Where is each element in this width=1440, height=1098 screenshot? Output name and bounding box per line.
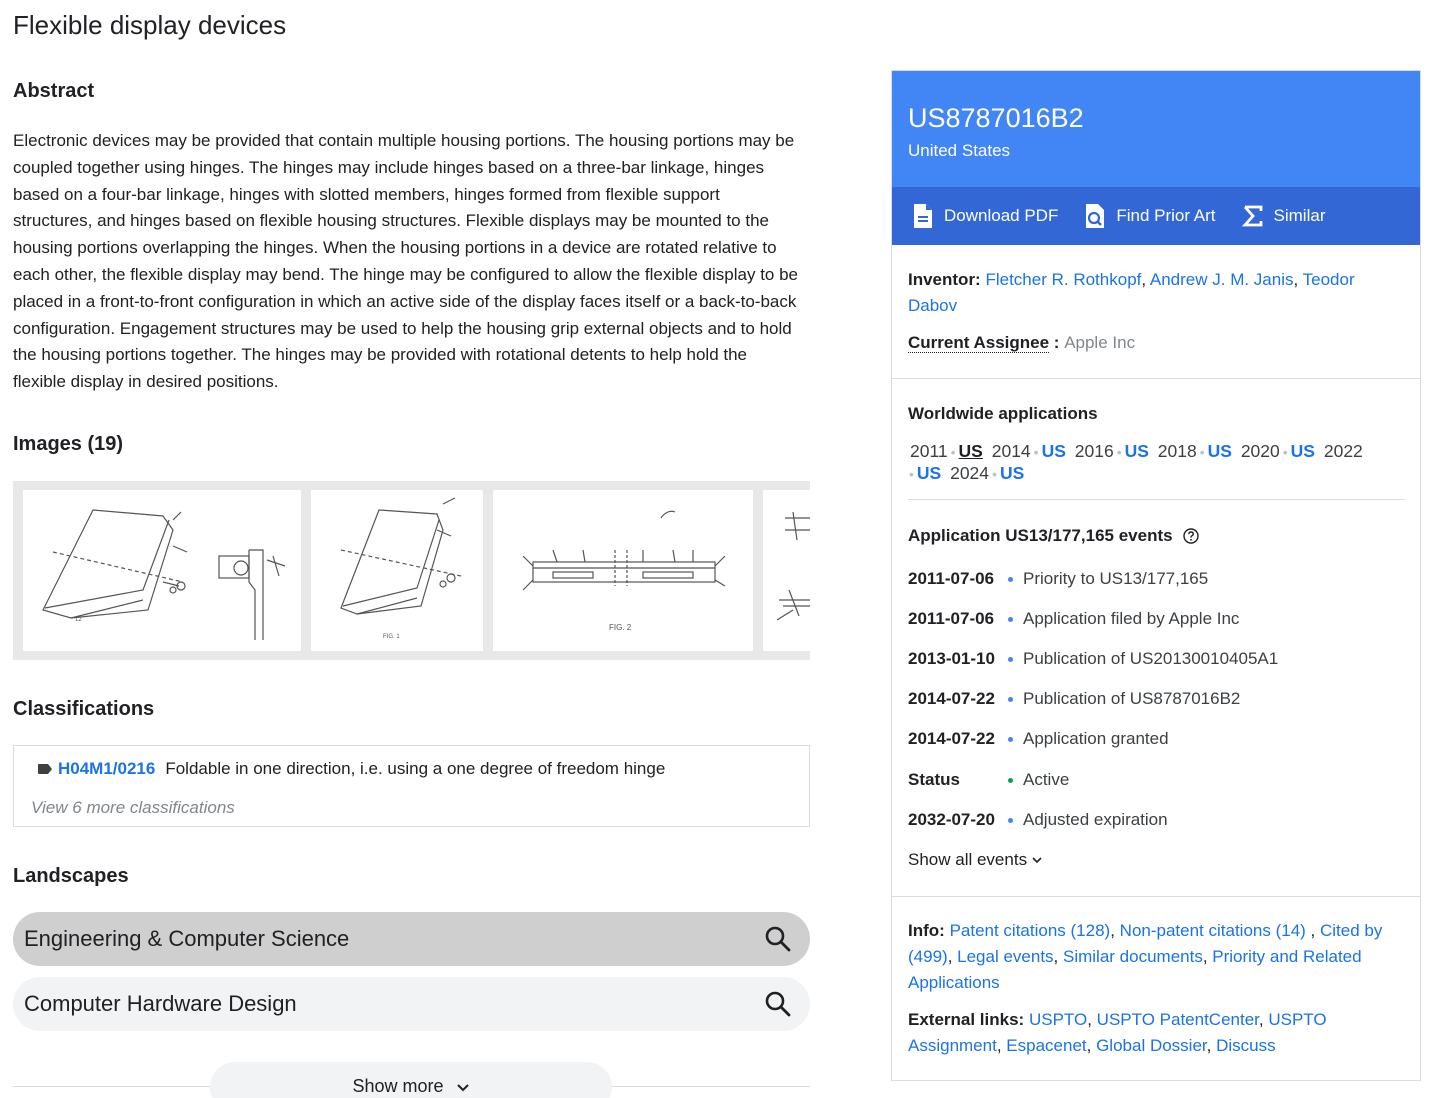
- classifications-heading: Classifications: [13, 698, 155, 720]
- panel-actions-bar: [892, 187, 1420, 245]
- event-date: 2013-01-10: [908, 649, 995, 668]
- landscape-label: Engineering & Computer Science: [24, 926, 350, 951]
- event-date: 2032-07-20: [908, 810, 995, 829]
- application-year: 2016: [1074, 441, 1114, 461]
- info-links-row: Info: Patent citations (128), Non-patent citations (14) , Cited by (499), Legal events, Similar documents, Priority and Related Applications: [908, 921, 1383, 992]
- classification-description: Foldable in one direction, i.e. using a one degree of freedom hinge: [165, 759, 666, 778]
- patent-drawing-fig1-perspective: [23, 490, 301, 651]
- assignee-value: Apple Inc: [1064, 333, 1136, 352]
- status-row: [908, 770, 1069, 790]
- uspto-link[interactable]: USPTO: [1028, 1010, 1088, 1029]
- figure-label: FIG. 2: [609, 623, 632, 632]
- section-divider: [908, 499, 1405, 500]
- event-row: [908, 810, 1168, 830]
- abstract-text: Electronic devices may be provided that contain multiple housing portions. The housing portions may be coupled together using hinges. The hinges may include hinges based on a three-bar linkage, hinges based on a four-bar linkage, hinges with slotted members, hinges formed from flexible support structures, and hinges based on flexible housing structures. Flexible displays may be mounted to the housing portions overlapping the hinges. When the housing portions in a device are rotated relative to each other, the flexible display may bend. The hinge may be configured to allow the flexible display to be placed in a front-to-front configuration in which an active side of the display faces itself or a back-to-back configuration. Engagement structures may be used to help the housing grip external objects and to hold the housing portions together. The hinges may be provided with rotational detents to help hold the flexible display in desired positions.: [13, 131, 799, 392]
- classifications-box: [13, 745, 810, 827]
- inventor-row: Inventor: Fletcher R. Rothkopf, Andrew J. M. Janis, Teodor Dabov: [908, 270, 1355, 315]
- download-pdf-label: Download PDF: [944, 206, 1059, 225]
- find-prior-art-label: Find Prior Art: [1116, 206, 1216, 225]
- patent-image-thumbnail[interactable]: [311, 490, 483, 651]
- similar-documents-link[interactable]: Similar documents: [1063, 947, 1203, 966]
- assignee-row: Current Assignee : Apple Inc: [908, 333, 1136, 352]
- country-link[interactable]: US: [916, 463, 942, 483]
- landscape-chip-engineering[interactable]: [13, 912, 810, 966]
- patent-drawing-fig2: [493, 490, 753, 651]
- show-more-label: Show more: [352, 1076, 444, 1096]
- page-title: Flexible display devices: [13, 10, 287, 40]
- images-carousel[interactable]: [13, 481, 810, 660]
- patent-image-thumbnail[interactable]: [763, 490, 810, 651]
- classification-code-link[interactable]: H04M1/0216: [58, 759, 156, 778]
- espacenet-link[interactable]: Espacenet: [1006, 1036, 1087, 1055]
- legal-events-link[interactable]: Legal events: [957, 947, 1054, 966]
- application-year: 2020: [1240, 441, 1280, 461]
- uspto-patentcenter-link[interactable]: USPTO PatentCenter: [1096, 1010, 1259, 1029]
- show-all-events-label: Show all events: [908, 850, 1028, 869]
- status-value: Active: [1023, 770, 1070, 789]
- document-search-icon: [1084, 203, 1106, 229]
- priority-related-applications-link[interactable]: Priority and Related Applications: [908, 947, 1362, 992]
- inventor-link[interactable]: Fletcher R. Rothkopf: [985, 270, 1142, 289]
- external-links-row: External links: USPTO, USPTO PatentCenter, USPTO Assignment, Espacenet, Global Dossier, Discuss: [908, 1010, 1327, 1055]
- event-row: [908, 569, 1208, 589]
- event-date: 2011-07-06: [908, 569, 995, 588]
- event-text: Publication of US8787016B2: [1023, 689, 1241, 708]
- country-link[interactable]: US: [1041, 441, 1066, 461]
- event-text: Application filed by Apple Inc: [1023, 609, 1240, 628]
- application-year: 2018: [1157, 441, 1197, 461]
- patent-summary-panel: [891, 70, 1421, 1081]
- chevron-down-icon: [1031, 854, 1043, 866]
- assignee-label[interactable]: Current Assignee: [908, 333, 1050, 352]
- event-text: Publication of US20130010405A1: [1023, 649, 1279, 668]
- application-year: 2024: [950, 463, 990, 483]
- application-year: 2011: [910, 441, 948, 461]
- patent-image-thumbnail[interactable]: [23, 490, 301, 651]
- show-all-events-button[interactable]: [908, 850, 1043, 870]
- landscape-chip-hardware[interactable]: [13, 977, 810, 1031]
- event-text: Application granted: [1023, 729, 1169, 748]
- event-row: [908, 689, 1240, 709]
- inventor-link[interactable]: Andrew J. M. Janis: [1149, 270, 1294, 289]
- chevron-down-icon: [456, 1081, 470, 1095]
- search-icon[interactable]: [764, 990, 792, 1018]
- event-date: 2011-07-06: [908, 609, 995, 628]
- event-row: [908, 609, 1239, 629]
- country-link[interactable]: US: [1207, 441, 1232, 461]
- patent-image-thumbnail[interactable]: [493, 490, 753, 651]
- landscapes-heading: Landscapes: [13, 865, 129, 887]
- event-text: Adjusted expiration: [1023, 810, 1168, 829]
- landscape-label: Computer Hardware Design: [24, 991, 297, 1016]
- search-icon[interactable]: [764, 925, 792, 953]
- classification-row: [38, 759, 665, 779]
- event-text: Priority to US13/177,165: [1023, 569, 1209, 588]
- images-heading: Images (19): [13, 433, 124, 455]
- find-prior-art-button[interactable]: [1084, 203, 1215, 229]
- svg-text:12: 12: [75, 617, 82, 623]
- global-dossier-link[interactable]: Global Dossier: [1096, 1036, 1207, 1055]
- similar-label: Similar: [1273, 206, 1326, 225]
- country-link[interactable]: US: [958, 441, 983, 461]
- event-row: [908, 729, 1169, 749]
- non-patent-citations-link[interactable]: Non-patent citations (14): [1119, 921, 1306, 940]
- figure-label: FIG. 1: [383, 634, 400, 640]
- publication-number: US8787016B2: [908, 103, 1084, 133]
- events-heading-label: Application US13/177,165 events: [908, 526, 1173, 545]
- event-row: [908, 649, 1278, 669]
- publication-country: United States: [908, 141, 1011, 160]
- country-link[interactable]: US: [1124, 441, 1149, 461]
- abstract-heading: Abstract: [13, 80, 95, 102]
- external-links-label: External links:: [908, 1010, 1025, 1029]
- uspto-assignment-link[interactable]: USPTO Assignment: [908, 1010, 1327, 1055]
- cited-by-link[interactable]: Cited by (499): [908, 921, 1383, 966]
- sigma-icon: [1242, 203, 1264, 229]
- worldwide-applications-list: 2011 • US 2014 • US 2016 • US 2018 • US 2020 • US 2022 • US 2024 • US: [909, 441, 1363, 483]
- worldwide-applications-heading: Worldwide applications: [908, 404, 1098, 423]
- event-date: 2014-07-22: [908, 729, 995, 748]
- country-link[interactable]: US: [1290, 441, 1315, 461]
- info-label: Info:: [908, 921, 945, 940]
- similar-button[interactable]: [1242, 203, 1326, 229]
- view-more-classifications-link[interactable]: View 6 more classifications: [31, 798, 235, 817]
- section-divider: [892, 378, 1420, 379]
- download-pdf-button[interactable]: [912, 203, 1058, 229]
- application-year: 2014: [991, 441, 1031, 461]
- patent-drawing-fig1: [311, 490, 483, 651]
- inventor-label: Inventor:: [908, 270, 981, 289]
- discuss-link[interactable]: Discuss: [1216, 1036, 1276, 1055]
- status-label: Status: [908, 770, 960, 789]
- patent-drawing-partial: [763, 490, 810, 651]
- show-more-button[interactable]: [210, 1062, 612, 1098]
- panel-header: [892, 71, 1420, 187]
- application-year: 2022: [1323, 441, 1363, 461]
- events-heading: [908, 526, 1199, 546]
- country-link[interactable]: US: [999, 463, 1025, 483]
- label-tag-icon: [38, 764, 52, 774]
- inventor-link[interactable]: Teodor Dabov: [908, 270, 1355, 315]
- pdf-document-icon: [912, 203, 934, 229]
- event-date: 2014-07-22: [908, 689, 995, 708]
- patent-citations-link[interactable]: Patent citations (128): [949, 921, 1111, 940]
- help-icon[interactable]: [1183, 528, 1199, 544]
- section-divider: [892, 896, 1420, 897]
